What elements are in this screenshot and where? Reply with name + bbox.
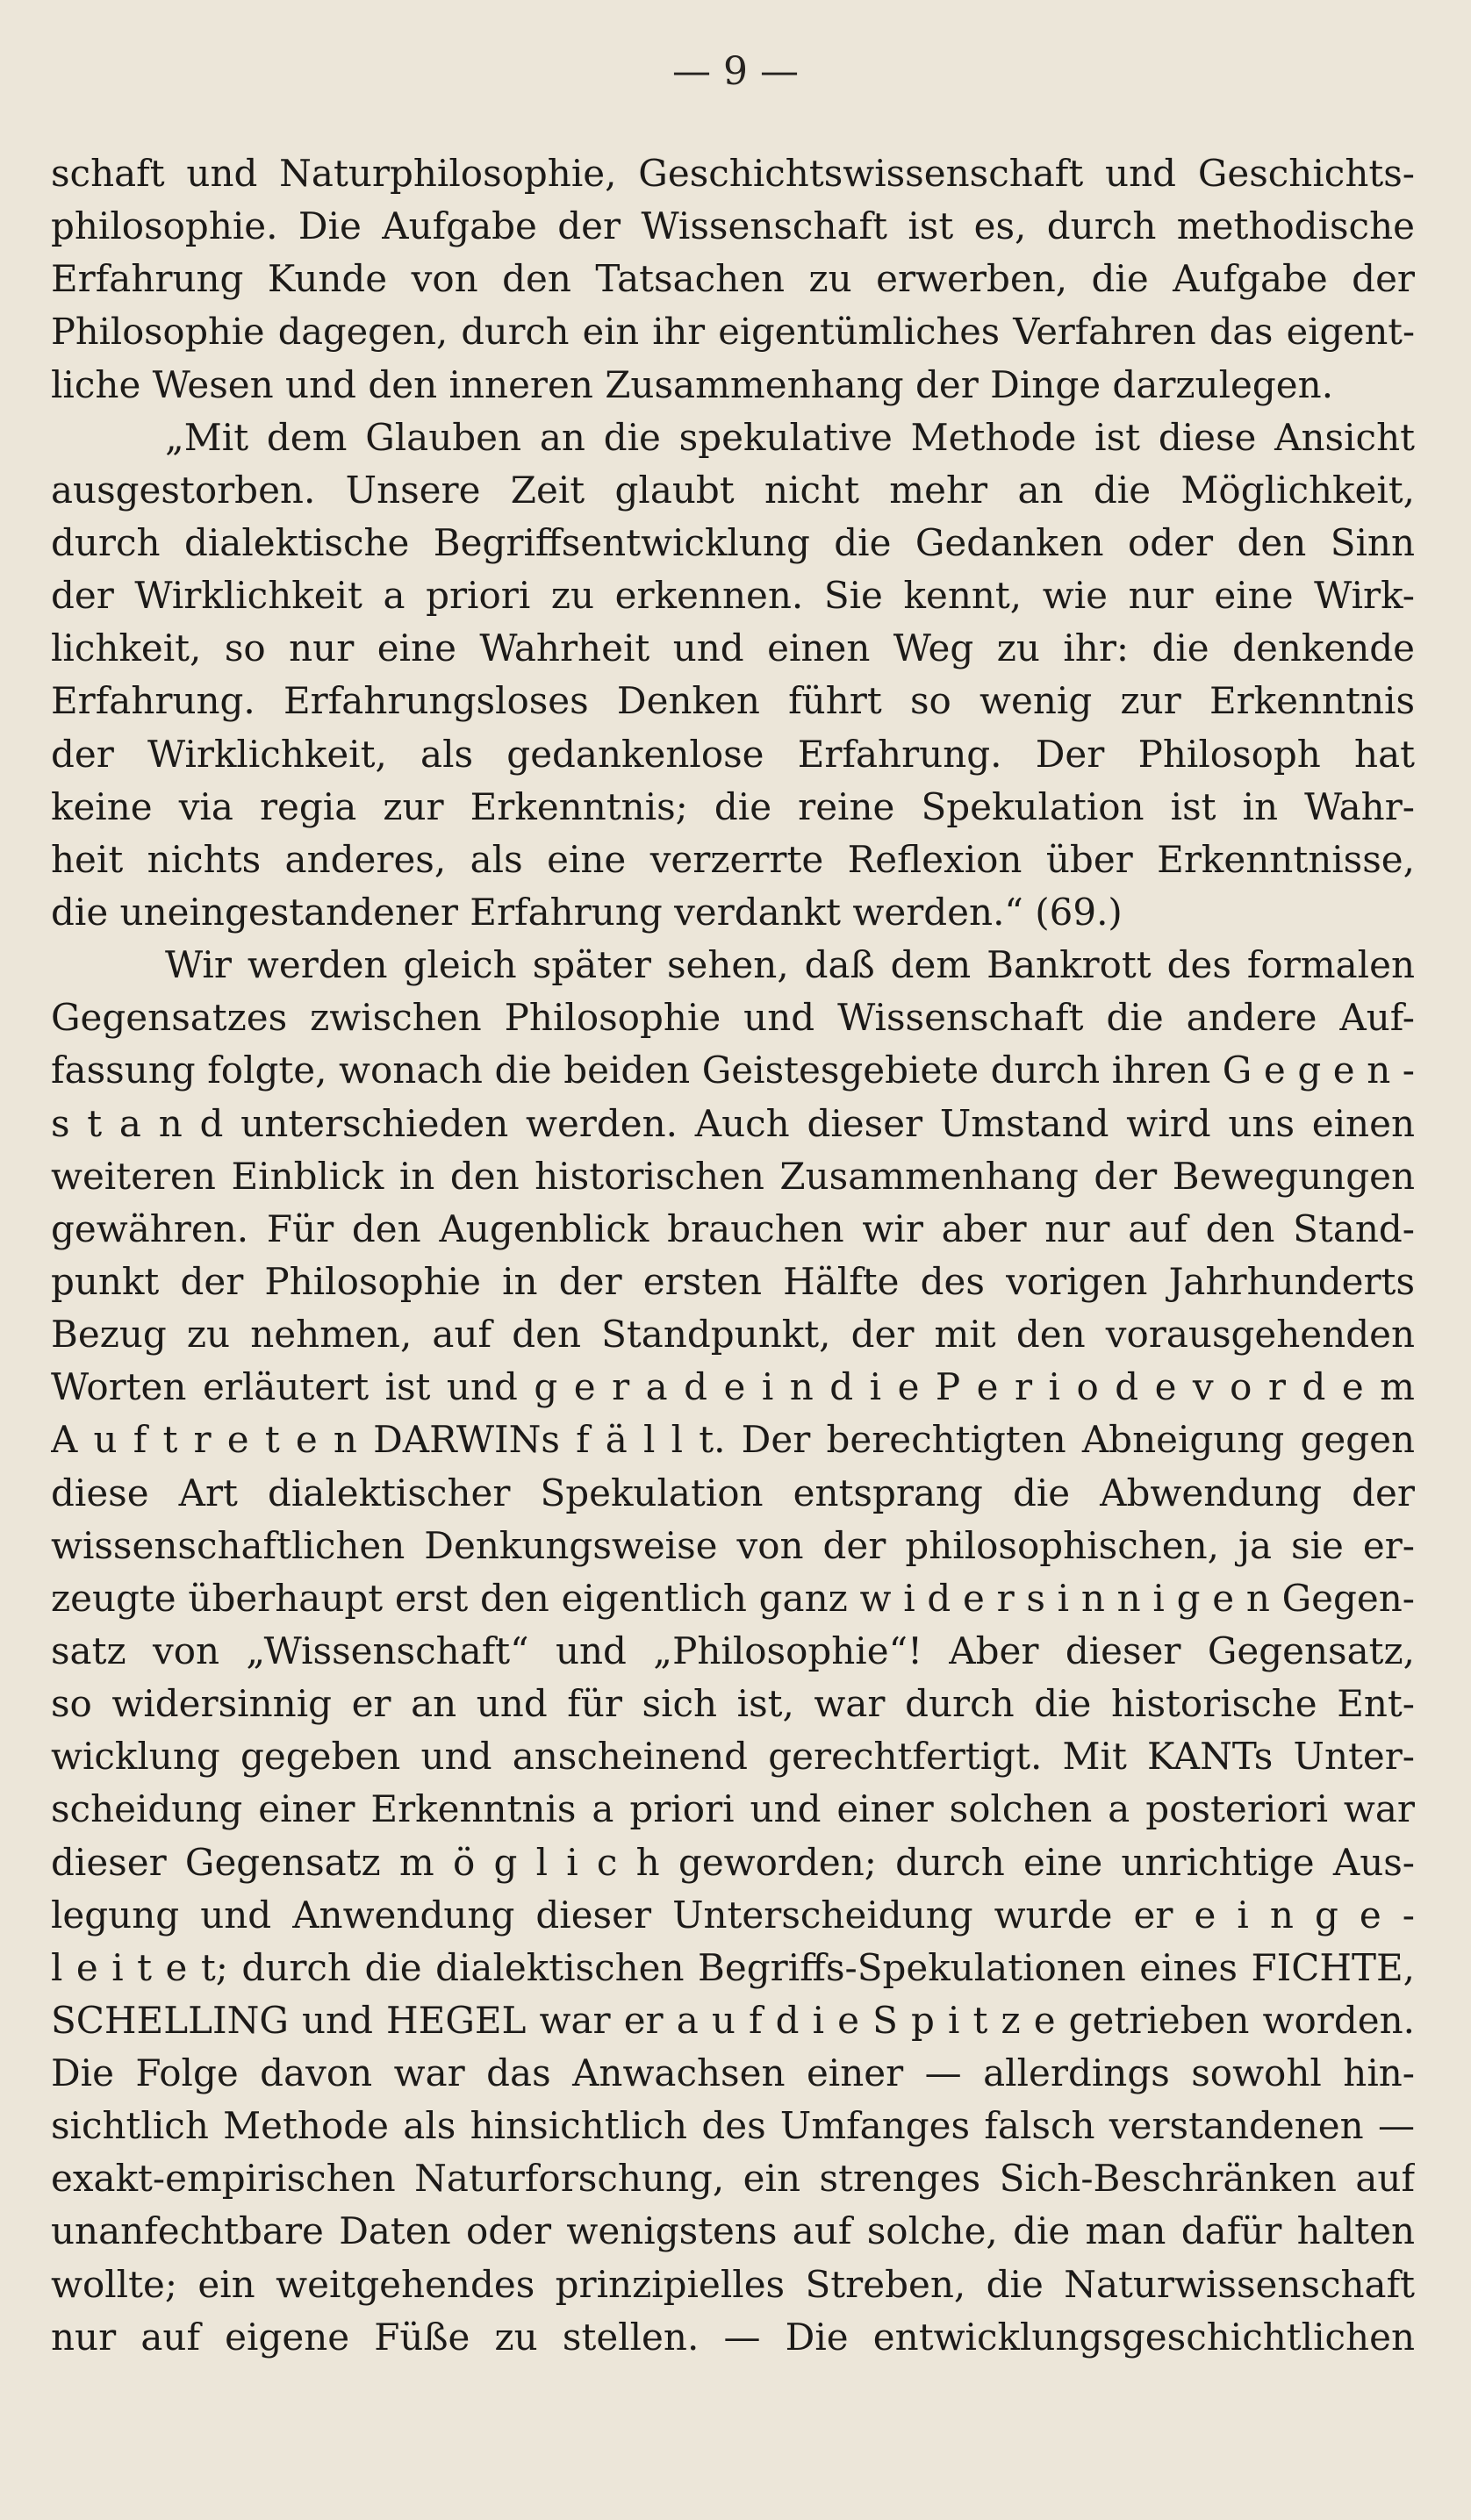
text-line: Die Folge davon war das Anwachsen einer — allerdings sowohl hin- [51,2051,1415,2095]
text-line: unanfechtbare Daten oder wenigstens auf solche, die man dafür halten [51,2209,1415,2253]
body-text [51,147,1415,2364]
text-line: sichtlich Methode als hinsichtlich des Umfanges falsch verstandenen — [51,2104,1415,2148]
text-line: der Wirklichkeit a priori zu erkennen. Sie kennt, wie nur eine Wirk- [51,574,1415,618]
text-line: schaft und Naturphilosophie, Geschichtswissenschaft und Geschichts- [51,152,1415,195]
text-line: so widersinnig er an und für sich ist, war durch die historische Ent- [51,1682,1415,1726]
text-line: Wir werden gleich später sehen, daß dem Bankrott des formalen [165,943,1415,987]
text-line: zeugte überhaupt erst den eigentlich ganz w i d e r s i n n i g e n Gegen- [51,1576,1415,1620]
text-line: satz von „Wissenschaft“ und „Philosophie“! Aber dieser Gegensatz, [51,1629,1415,1672]
text-line: lichkeit, so nur eine Wahrheit und einen Weg zu ihr: die denkende [51,626,1415,670]
text-line: philosophie. Die Aufgabe der Wissenschaft ist es, durch methodische [51,204,1415,248]
text-line: scheidung einer Erkenntnis a priori und einer solchen a posteriori war [51,1787,1415,1831]
text-line: Philosophie dagegen, durch ein ihr eigentümliches Verfahren das eigent- [51,310,1415,354]
text-line: Erfahrung Kunde von den Tatsachen zu erwerben, die Aufgabe der [51,257,1415,301]
text-line: wollte; ein weitgehendes prinzipielles Streben, die Naturwissenschaft [51,2262,1415,2306]
text-line: s t a n d unterschieden werden. Auch dieser Umstand wird uns einen [51,1101,1415,1145]
text-line: Gegensatzes zwischen Philosophie und Wissenschaft die andere Auf- [51,996,1415,1040]
text-line: punkt der Philosophie in der ersten Hälfte des vorigen Jahrhunderts [51,1259,1415,1303]
text-line: nur auf eigene Füße zu stellen. — Die entwicklungsgeschichtlichen [51,2315,1415,2359]
text-line: exakt-empirischen Naturforschung, ein strenges Sich-Beschränken auf [51,2157,1415,2201]
text-line: A u f t r e t e n DARWINs f ä l l t. Der berechtigten Abneigung gegen [51,1418,1415,1462]
text-line: SCHELLING und HEGEL war er a u f d i e S p i t z e getrieben worden. [51,1998,1415,2042]
page-number: — 9 — [672,49,799,94]
text-line: l e i t e t; durch die dialektischen Begriffs-Spekulationen eines FICHTE, [51,1945,1415,1989]
text-line: ausgestorben. Unsere Zeit glaubt nicht mehr an die Möglichkeit, [51,468,1415,512]
text-line: liche Wesen und den inneren Zusammenhang der Dinge darzulegen. [51,362,1334,406]
text-line: dieser Gegensatz m ö g l i c h geworden; durch eine unrichtige Aus- [51,1840,1415,1884]
text-line: „Mit dem Glauben an die spekulative Methode ist diese Ansicht [165,415,1415,459]
text-line: Erfahrung. Erfahrungsloses Denken führt so wenig zur Erkenntnis [51,679,1415,723]
text-line: Bezug zu nehmen, auf den Standpunkt, der mit den vorausgehenden [51,1313,1415,1357]
text-line: Worten erläutert ist und g e r a d e i n d i e P e r i o d e v o r d e m [51,1365,1415,1409]
text-line: diese Art dialektischer Spekulation entsprang die Abwendung der [51,1471,1415,1514]
text-line: heit nichts anderes, als eine verzerrte Reflexion über Erkenntnisse, [51,837,1415,881]
text-line: der Wirklichkeit, als gedankenlose Erfahrung. Der Philosoph hat [51,732,1415,776]
text-line: wissenschaftlichen Denkungsweise von der philosophischen, ja sie er- [51,1523,1415,1567]
text-line: wicklung gegeben und anscheinend gerechtfertigt. Mit KANTs Unter- [51,1735,1415,1779]
text-line: die uneingestandener Erfahrung verdankt werden.“ (69.) [51,890,1123,934]
text-line: weiteren Einblick in den historischen Zusammenhang der Bewegungen [51,1154,1415,1198]
text-line: durch dialektische Begriffsentwicklung die Gedanken oder den Sinn [51,520,1415,564]
text-line: keine via regia zur Erkenntnis; die reine Spekulation ist in Wahr- [51,784,1415,828]
text-line: fassung folgte, wonach die beiden Geistesgebiete durch ihren G e g e n - [51,1049,1415,1092]
text-line: gewähren. Für den Augenblick brauchen wir aber nur auf den Stand- [51,1206,1415,1250]
text-line: legung und Anwendung dieser Unterscheidung wurde er e i n g e - [51,1893,1415,1937]
